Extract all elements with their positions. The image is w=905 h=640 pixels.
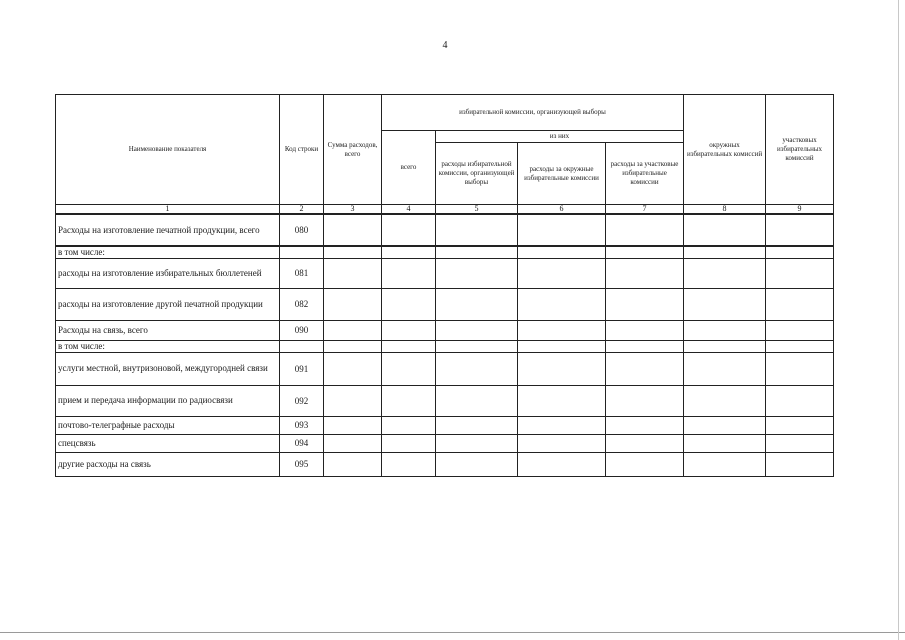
- row-code: 091: [280, 352, 324, 385]
- value-cell[interactable]: [382, 320, 436, 340]
- value-cell[interactable]: [324, 288, 382, 320]
- row-label: расходы на изготовление другой печатной продукции: [56, 288, 280, 320]
- table-row: [56, 340, 834, 352]
- value-cell[interactable]: [518, 416, 606, 434]
- value-cell[interactable]: [684, 452, 766, 476]
- value-cell[interactable]: [766, 385, 834, 416]
- value-cell[interactable]: [684, 214, 766, 246]
- column-number: 1: [56, 205, 280, 215]
- value-cell[interactable]: [606, 246, 684, 258]
- value-cell[interactable]: [324, 416, 382, 434]
- value-cell[interactable]: [436, 320, 518, 340]
- value-cell[interactable]: [606, 416, 684, 434]
- row-label: Расходы на изготовление печатной продукции, всего: [56, 214, 280, 246]
- value-cell[interactable]: [684, 288, 766, 320]
- row-label: Расходы на связь, всего: [56, 320, 280, 340]
- value-cell[interactable]: [436, 288, 518, 320]
- header-total-expenses: Сумма расходов, всего: [324, 95, 382, 205]
- table-row: [56, 258, 834, 288]
- value-cell[interactable]: [436, 352, 518, 385]
- value-cell[interactable]: [324, 246, 382, 258]
- value-cell[interactable]: [382, 352, 436, 385]
- value-cell[interactable]: [606, 258, 684, 288]
- column-number: 5: [436, 205, 518, 215]
- header-indicator-name: Наименование показателя: [56, 95, 280, 205]
- column-number: 7: [606, 205, 684, 215]
- value-cell[interactable]: [324, 258, 382, 288]
- value-cell[interactable]: [382, 416, 436, 434]
- value-cell[interactable]: [518, 288, 606, 320]
- table-row: [56, 434, 834, 452]
- value-cell[interactable]: [684, 434, 766, 452]
- row-label: расходы на изготовление избирательных бюллетеней: [56, 258, 280, 288]
- column-number: 9: [766, 205, 834, 215]
- row-code: 092: [280, 385, 324, 416]
- header-row-1: [56, 95, 834, 131]
- value-cell[interactable]: [606, 320, 684, 340]
- header-district-commissions: окружных избирательных комиссий: [684, 95, 766, 205]
- value-cell[interactable]: [518, 214, 606, 246]
- value-cell[interactable]: [382, 246, 436, 258]
- value-cell[interactable]: [324, 385, 382, 416]
- value-cell[interactable]: [382, 452, 436, 476]
- table-row: [56, 416, 834, 434]
- value-cell[interactable]: [518, 434, 606, 452]
- value-cell[interactable]: [606, 214, 684, 246]
- value-cell[interactable]: [606, 340, 684, 352]
- value-cell[interactable]: [324, 452, 382, 476]
- value-cell[interactable]: [684, 340, 766, 352]
- value-cell[interactable]: [518, 258, 606, 288]
- header-org-commission-expenses: расходы избирательной комиссии, организующей выборы: [436, 143, 518, 205]
- row-code: 080: [280, 214, 324, 246]
- value-cell[interactable]: [766, 352, 834, 385]
- value-cell[interactable]: [684, 416, 766, 434]
- value-cell[interactable]: [324, 340, 382, 352]
- table-row: [56, 288, 834, 320]
- row-label: спецсвязь: [56, 434, 280, 452]
- value-cell[interactable]: [436, 340, 518, 352]
- column-number: 3: [324, 205, 382, 215]
- value-cell[interactable]: [518, 385, 606, 416]
- column-number: 6: [518, 205, 606, 215]
- row-code: 082: [280, 288, 324, 320]
- value-cell[interactable]: [766, 258, 834, 288]
- value-cell[interactable]: [766, 452, 834, 476]
- value-cell[interactable]: [766, 214, 834, 246]
- row-code: 094: [280, 434, 324, 452]
- value-cell[interactable]: [436, 258, 518, 288]
- value-cell[interactable]: [382, 288, 436, 320]
- value-cell[interactable]: [684, 258, 766, 288]
- value-cell[interactable]: [518, 246, 606, 258]
- row-label: в том числе:: [56, 246, 280, 258]
- column-numbers-row: [56, 205, 834, 215]
- page-number: 4: [442, 40, 448, 51]
- value-cell[interactable]: [766, 288, 834, 320]
- value-cell[interactable]: [436, 434, 518, 452]
- value-cell[interactable]: [382, 340, 436, 352]
- value-cell[interactable]: [518, 452, 606, 476]
- table-row: [56, 214, 834, 246]
- row-label: другие расходы на связь: [56, 452, 280, 476]
- value-cell[interactable]: [518, 320, 606, 340]
- row-code: 095: [280, 452, 324, 476]
- column-number: 8: [684, 205, 766, 215]
- value-cell[interactable]: [766, 340, 834, 352]
- header-organizing-commission: избирательной комиссии, организующей выборы: [382, 95, 684, 131]
- value-cell[interactable]: [436, 246, 518, 258]
- value-cell[interactable]: [606, 352, 684, 385]
- row-label: услуги местной, внутризоновой, междугородней связи: [56, 352, 280, 385]
- value-cell[interactable]: [766, 434, 834, 452]
- row-code: 081: [280, 258, 324, 288]
- value-cell[interactable]: [324, 352, 382, 385]
- value-cell[interactable]: [766, 246, 834, 258]
- value-cell[interactable]: [324, 214, 382, 246]
- value-cell[interactable]: [324, 434, 382, 452]
- value-cell[interactable]: [382, 385, 436, 416]
- value-cell[interactable]: [518, 340, 606, 352]
- header-district-expenses: расходы за окружные избирательные комиссии: [518, 143, 606, 205]
- value-cell[interactable]: [606, 385, 684, 416]
- expense-report-table: [55, 94, 834, 477]
- value-cell[interactable]: [382, 434, 436, 452]
- value-cell[interactable]: [606, 434, 684, 452]
- header-row-code: Код строки: [280, 95, 324, 205]
- value-cell[interactable]: [684, 246, 766, 258]
- value-cell[interactable]: [684, 320, 766, 340]
- table-row: [56, 352, 834, 385]
- header-total: всего: [382, 131, 436, 205]
- value-cell[interactable]: [606, 288, 684, 320]
- table-row: [56, 320, 834, 340]
- value-cell[interactable]: [606, 452, 684, 476]
- value-cell[interactable]: [436, 416, 518, 434]
- value-cell[interactable]: [766, 320, 834, 340]
- scan-artifact-line: [0, 632, 905, 633]
- column-number: 2: [280, 205, 324, 215]
- value-cell[interactable]: [766, 416, 834, 434]
- row-code: [280, 246, 324, 258]
- column-number: 4: [382, 205, 436, 215]
- row-code: [280, 340, 324, 352]
- value-cell[interactable]: [684, 385, 766, 416]
- value-cell[interactable]: [382, 214, 436, 246]
- header-precinct-commissions: участковых избирательных комиссий: [766, 95, 834, 205]
- header-of-which: из них: [436, 131, 684, 143]
- table-row: [56, 452, 834, 476]
- row-label: почтово-телеграфные расходы: [56, 416, 280, 434]
- table-row: [56, 246, 834, 258]
- value-cell[interactable]: [518, 352, 606, 385]
- scan-artifact-line: [898, 0, 899, 640]
- value-cell[interactable]: [436, 452, 518, 476]
- value-cell[interactable]: [436, 385, 518, 416]
- table-row: [56, 385, 834, 416]
- row-label: в том числе:: [56, 340, 280, 352]
- value-cell[interactable]: [382, 258, 436, 288]
- row-code: 093: [280, 416, 324, 434]
- value-cell[interactable]: [436, 214, 518, 246]
- header-precinct-expenses: расходы за участковые избирательные комиссии: [606, 143, 684, 205]
- value-cell[interactable]: [324, 320, 382, 340]
- row-label: прием и передача информации по радиосвязи: [56, 385, 280, 416]
- value-cell[interactable]: [684, 352, 766, 385]
- row-code: 090: [280, 320, 324, 340]
